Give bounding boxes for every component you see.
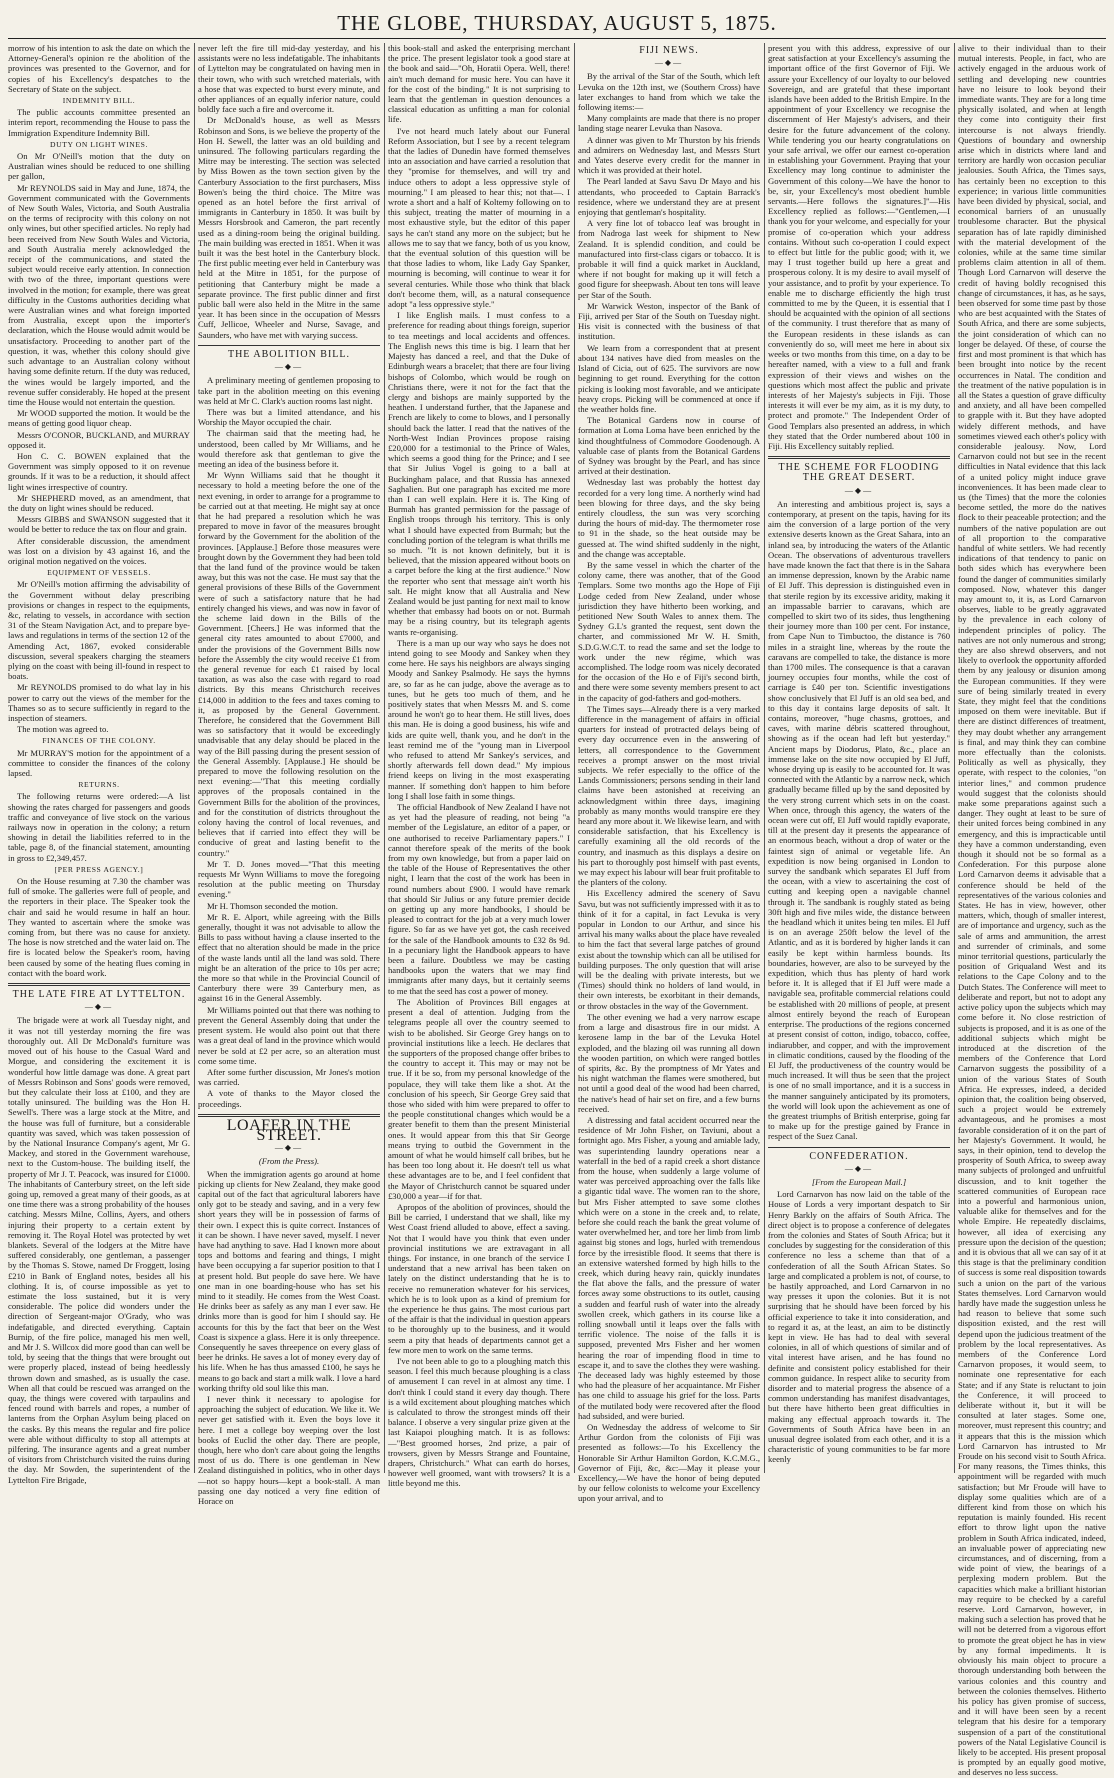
headline-ornament: —◆— (844, 1163, 874, 1173)
paragraph: The public accounts committee presented an interim report, recommending the House to pass the Immigration Expenditure Indemnity Bill. (8, 107, 190, 138)
column-4 (578, 43, 760, 1504)
headline-fiji-news: FIJI NEWS. (639, 45, 699, 56)
paragraph: I never think it necessary to apologise for approaching the subject of education. We like it. We never get satisfied with it. Even the boys love it here. I met a college boy weeping over the lost books of Euclid the other day. There are people, though, here who don't care about going the lengths most of us do. There is one gentleman in New Zealand distinguished in politics, who in other days—not so happy hours—kept a book-stall. A man passing one day noticed a very fine edition of Horace on (198, 1394, 380, 1507)
paragraph: Apropos of the abolition of provinces, should the Bill be carried, I understand that we shall, like my West Coast friend alluded to above, effect a saving. Not that I would have you think that even under provincial institutions we are extravagant in all things. For instance, in one branch of the service I understand that a new arrival has been taken on lately on the distinct understanding that he is to receive no remuneration whatever for his services, which he is to look upon as a kind of premium for the experience he thus gains. The most curious part of the affair is that the individual in question appears to be thoroughly up to the business, and it would seem a pity that heads of departments cannot get a few more men to work on the same terms. (388, 1201, 570, 1355)
paragraph: By the same vessel in which the charter of the colony came, there was another, that of the Good Templars. Some two months ago the Hope of Fiji Lodge ceded from New Zealand, under whose jurisdiction they have hitherto been working, and petitioned New South Wales to annex them. The Sydney G.L's granted the request, sent down the charter, and commissioned Mr W. H. Smith, S.D.G.W.C.T. to read the same and set the lodge to work under the new régime, which was accomplished. The lodge room was nicely decorated for the occasion of the Ho e of Fiji's second birth, and there were some seventy members present to act in the capacity of god-fathers and god-mothers. (578, 559, 760, 703)
paragraph: On Mr O'Neill's motion that the duty on Australian wines should be reduced to one shilling per gallon, (8, 151, 190, 182)
paragraph: morrow of his intention to ask the date on which the Attorney-General's opinion re the abolition of the provinces was presented to the Governor, and for copies of his Excellency's despatches to the Secretary of State on the subject. (8, 43, 190, 94)
paragraph: The following returns were ordered:—A list showing the rates charged for passengers and goods traffic and conveyance of live stock on the various railways now in operation in the colony; a return showing in detail the liabilities referred to in the table, page 8, of the financial statement, amounting in gross to £2,349,457. (8, 791, 190, 863)
paragraph: I've not heard much lately about our Funeral Reform Association, but I see by a recent telegram that the ladies of Dunedin have formed themselves into an association and have carried a resolution that they "promise for themselves, and will try and induce others to adopt a less oppressive style of mourning." I am pleased to hear this; not that—. I wrote a short and a half of Koltemy following on to this subject, treating the matter of mourning in a most exhaustive style, but the editor of this paper says he can't stand any more on the subject; but he allows me to say that we fancy, both of us you know, that the eventual solution of this question will be that those ladies to whom, like Lady Gay Spanker, mourning is becoming, will continue to wear it for several centuries. While those who think that black don't become them, will, as a natural consequence adopt "a less oppressive style." (388, 125, 570, 310)
paragraph: A dinner was given to Mr Thurston by his friends and admirers on Wednesday last, and Messrs Sturt and Yates deserve every credit for the manner in which it was provided at their hotel. (578, 134, 760, 176)
paragraph: His Excellency admired the scenery of Savu Savu, but was not sufficiently impressed with it as to think of it for a capital, in fact Levuka is very popular in London to our Arthur, and since his arrival his many walks about the place have revealed to him the fact that several large patches of ground exist about the township which can all be utilised for building purposes. The only question that will arise will be the dealing with private interests, but we (Times) should think no holders of land would, in their own interests, be exorbitant in their demands, or throw obstacles in the way of the Government. (578, 888, 760, 1011)
paragraph: Mr WOOD supported the motion. It would be the means of getting good liquor cheap. (8, 408, 190, 429)
paragraph: Mr Williams pointed out that there was nothing to prevent the General Assembly doing that under the present system. He would also point out that there was a great deal of land in the province which would never be sold at £2 per acre, so an alteration must come some time. (198, 1004, 380, 1066)
paragraph: A vote of thanks to the Mayor closed the proceedings. (198, 1088, 380, 1109)
headline-ornament: —◆— (274, 1143, 304, 1153)
paragraph: Mr O'Neill's motion affirming the advisability of the Government without delay prescribing provisions or changes in respect to the equipments, &c, relating to vessels, in accordance with section 31 of the Steam Navigation Act, and to prepare bye-laws and regulations in terms of the section 12 of the Amending Act, 1867, evoked considerable discussion, several speakers charging the steamers plying on the coast with being ill-found in respect to boats. (8, 579, 190, 682)
paragraph: There was but a limited attendance, and his Worship the Mayor occupied the chair. (198, 406, 380, 428)
columns (8, 43, 1106, 1778)
paragraph: The Botanical Gardens now in course of formation at Loma Loma have been enriched by the kind thoughtfulness of Commodore Goodenough. A valuable case of plants from the Botanical Gardens of Sydney was brought by the Pearl, and has since arrived at their destination. (578, 415, 760, 477)
paragraph: On the House resuming at 7.30 the chamber was full of smoke. The galleries were full of people, and the reporters in their place. The Speaker took the chair and said he would resume in half an hour. They wanted to ascertain where the smoke was coming from, but there was no cause for anxiety. The hose is now stretched and the water laid on. The fire is located below the Speaker's room, having been caused by some of the heating flues coming in contact with the board work. (8, 876, 190, 978)
paragraph: The motion was agreed to. (17, 724, 109, 735)
paragraph: I've not been able to go to a ploughing match this season. I feel this much because ploughing is a class of amusement I can revel in at almost any time. I don't think I could stand it every day though. There is a wild excitement about ploughing matches which is calculated to throw the strongest minds off their balance. I observe a very singular prize given at the last Kaiapoi ploughing match. It is as follows:—"Best groomed horses, 2nd prize, a pair of trowsers, given by Messrs Strange and Fountaine, drapers, Christchurch." What can earth do horses, however well groomed, want with trowsers? It is a little beyond me this. (388, 1356, 570, 1489)
section-divider (198, 345, 380, 346)
paragraph: By the arrival of the Star of the South, which left Levuka on the 12th inst, we (Southern Cross) have later exchanges to hand from which we take the following items:— (578, 71, 760, 113)
paragraph: Mr R. E. Alport, while agreeing with the Bills generally, thought it was not advisable to allow the Bills to pass without having a clause inserted to the effect that no alteration should be made in the price of the waste lands until all the land was sold. There might be an alteration of the price to 10s per acre; the more so that while in the Provincial Council of Canterbury there were 39 Canterbury men, as against 16 in the General Assembly. (198, 911, 380, 1004)
subheading-returns: RETURNS. (78, 780, 120, 790)
column-5 (768, 43, 950, 1473)
section-divider (768, 456, 950, 459)
paragraph: A very fine lot of tobacco leaf was brought in from Nadroga last week for shipment to New Zealand. It is splendid condition, and could be manufactured into first-class cigars or tobacco. It is probable it will find a quick market in Auckland, where if not bought for making up it will fetch a good figure for sheepwash. About ten tons will leave per Star of the South. (578, 218, 760, 300)
paragraph: On Wednesday the address of welcome to Sir Arthur Gordon from the colonists of Fiji was presented as follows:—To his Excellency the Honorable Sir Arthur Hamilton Gordon, K.C.M.G., Governor of Fiji, &c, &c:—May it please your Excellency,—We have the honor of being deputed by our fellow colonists to welcome your Excellency upon your arrival, and to (578, 1422, 760, 1504)
column-rule (384, 43, 385, 1473)
headline-abolition-bill: THE ABOLITION BILL. (227, 348, 351, 360)
source-credit: [From the European Mail.] (811, 1176, 907, 1187)
paragraph: The official Handbook of New Zealand I have not as yet had the pleasure of reading, not being "a member of the Legislature, an editor of a paper, or one authorised to receive Parliamentary papers." I cannot therefore speak of the merits of the book from my own knowledge, but from a paper laid on the table of the House of Representatives the other night, I learn that the cost of the work has been in round numbers about £900. I would have remark that should Sir Julius or any future premier decide on getting up any more handbooks, I should be pleased to contract for the job at a very much lower figure. So far as we have yet got, the cash received for the sale of the Handbook amounts to £32 8s 9d. In a pecuniary light the Handbook appears to have been a failure. Doubtless we may be casting handbooks upon the waters that we may find immigrants after many days, but it certainly seems to me that the seed has cost a power of money. (388, 802, 570, 996)
headline-ornament: —◆— (274, 362, 304, 372)
headline-ornament: —◆— (844, 485, 874, 495)
headline-loafer-in-the-street: LOAFER IN THE STREET. (226, 1116, 352, 1144)
paragraph: The Times says—Already there is a very marked difference in the management of affairs in official quarters for instead of protracted delays being of every day occurrence even in the answering of letters, all correspondence to the Government receives a prompt answer on the most trivial subjects. We refer especially to the office of the Lands Commissioners; persons sending in their land claims have been astonished at receiving an acknowledgment within three days, imagining probably as many months would transpire ere they heard any more about it. We likewise learn, and with considerable satisfaction, that his Excellency is carefully examining all the old records of the country, and inasmuch as this displays a desire on his part to thoroughly post himself with past events, we may expect his labour will bear fruit profitable to the planters of the colony. (578, 703, 760, 888)
paragraph: Many complaints are made that there is no proper landing stage nearer Levuka than Nasova. (578, 113, 760, 134)
column-1 (8, 43, 190, 1485)
subheading-finances: FINANCES OF THE COLONY. (42, 736, 156, 746)
paragraph: I like English mails. I must confess to a preference for reading about things foreign, superior to tea meetings and local accidents and offences. The English news this time is big. I learn that her Majesty has danced a reel, and that the Duke of Edinburgh wears a bracelet; that there are four living bishops of Colombo, which would be rough on Christians there, were it not for the fact that the clergy and bishops are mainly supported by the heathen. I understand further, that the Japanese and French are likely to come to blows, and I personally should back the latter. I read that the natives of the North-West Indian Provinces propose raising £20,000 for a testimonial to the Prince of Wales, which seems a good thing for the Prince; and I see that Sir Julius Vogel is going to a ball at Buckingham palace, and that Russia has annexed Saghalien. But one paragraph has excited me more than I can well explain. Here it is. The King of Burmah has granted permission for the passage of English troops through his territory. This is only what I should have expected from Burmah; but the concluding portion of the telegram is what thrills me so much. "It is not known definitely, but it is believed, that the mission appeared without boots on a carpet before the king at the first audience." Now the reporter who sent that message ain't worth his salt. He might know that all Australia and New Zealand would be just panting for next mail to know whether that embassy had boots on or not. Burmah may be a rising country, but its telegraph agents wants re-organising. (388, 310, 570, 637)
paragraph: After considerable discussion, the amendment was lost on a division by 43 against 16, and the original motion negatived on the voices. (8, 535, 190, 566)
paragraph: A preliminary meeting of gentlemen proposing to take part in the abolition meeting on this evening was held at Mr C. Clark's auction rooms last night. (198, 375, 380, 406)
subheading-duty-on-light-wines: DUTY ON LIGHT WINES. (50, 139, 148, 149)
headline-late-fire: THE LATE FIRE AT LYTTELTON. (12, 989, 186, 1001)
section-divider (768, 1147, 950, 1148)
paragraph: A distressing and fatal accident occurred near the residence of Mr John Fisher, on Taviuni, about a fortnight ago. Mrs Fisher, a young and amiable lady, was superintending laundry operations near a waterfall in the bed of a rapid creek a short distance from the house, when suddenly a large volume of water was perceived approaching over the falls like a gigantic tidal wave. The women ran to the shore, but Mrs Fisher attempted to save some clothes which were on a stone in the creek and, to relate, before she could reach the bank the great volume of water overwhelmed her, and tore her limb from limb against big stones and logs, hurled with tremendous force by the irresistible flood. It seems that there is an extensive watershed formed by high hills to the creek, which during heavy rain, quickly inundates the flat above the falls, and the pressure of water forces away some obstructions to its outlet, causing a sudden and fearful rush of water into the already swollen creek, which gathers in its course like a rolling snowball until it leaps over the falls with terrific violence. The noise of the falls it is supposed, prevented Mrs Fisher and her women hearing the roar of impending flood in time to escape it, and to save the clothes they were washing. The deceased lady was highly esteemed by those who had the pleasure of her acquaintance. Mr Fisher has one child to assuage his grief for the loss. Parts of the mutilated body were recovered after the flood had subsided, and were buried. (578, 1114, 760, 1421)
headline-ornament: —◆— (84, 1002, 114, 1012)
column-rule (954, 43, 955, 1473)
paragraph: present you with this address, expressive of our great satisfaction at your Excellency's assuming the important office of the first Governor of Fiji. We assure your Excellency of our loyalty to our beloved Sovereign, and are grateful that these important islands have been added to the British Empire. In the appointment of your Excellency we recognise the discernment of Her Majesty's advisers, and their desire for the future advancement of the colony. While tendering you our hearty congratulations on your safe arrival, we offer our earnest co-operation in establishing your Government. Praying that your Excellency may long continue to administer the Government of this colony—We have the honor to be, sir, your Excellency's most obedient humble servants.—Here follows the signatures.]"—His Excellency replied as follows:—"Gentlemen,—I thank you for your welcome, and especially for your promise of co-operation which your address contains. Without such co-operation I could expect to effect but little for the public good; with it, we may I trust together build up here a great and prosperous colony. It is my desire to avail myself of your assistance, and to profit by your experience. To enable me to discharge efficiently the high trust committed to me by the Queen, it is essential that I should be acquainted with the opinion of all sections of the community. I trust therefore that as many of the European residents in these islands as can conveniently do so, will meet me here in about six weeks or two months from this time, on a day to be hereafter named, with a view to a full and frank expression of their views and wishes on the questions which most affect the public and private interests of her Majesty's subjects in Fiji. Those interests it will ever be my aim, as it is my duty, to protect and promote." The Independent Order of Good Templars also presented an address, in which they stated that the Order numbered about 100 in Fiji. His Excellency suitably replied. (768, 43, 950, 451)
column-6 (958, 43, 1106, 1778)
paragraph: Lord Carnarvon has now laid on the table of the House of Lords a very important despatch to Sir Henry Barkly on the affairs of South Africa. The direct object is to propose a conference of delegates from the colonies and States of South Africa; but it concludes by suggesting for the consideration of this conference no less a scheme than that of a confederation of all the South African States. So large and complicated a problem is not, of course, to be hastily approached, and Lord Carnarvon in no way presses it upon the colonies. But it is not surprising that he should have been forced by his official experience to take it into consideration, and to regard it as, at the least, an aim to be distinctly kept in view. He has had to deal with several colonies, in all of which questions of similar and of vital interest have arisen, and he has found no definite and consistent policy established for their common guidance. In respect alike to security from disorder and to material progress the absence of a common understanding has manifest disadvantages, but there have hitherto been great difficulties in making any effectual approach towards it. The Governments of South Africa have been in an unusual degree isolated from each other, and it is a characteristic of young communities to be far more keenly (768, 1189, 950, 1465)
column-rule (194, 43, 195, 1473)
paragraph: Mr Wynn Williams said that he thought it necessary to hold a meeting before the one of the next evening, in order to arrange for a programme to be carried out at that meeting. He might say at once that he had prepared a resolution which he was prepared to move in favor of the measures brought forward by the Government for the abolition of the provinces. [Applause.] Before those measures were brought down by the Government they had been told that the land fund of the province would be taken away, but this was not the case. He must say that the general provisions of these Bills of the Government were of such a satisfactory nature that he had entirely changed his views, and was now in favor of the scheme laid down in the Bills of the Government. [Cheers.] He was informed that the general city rates amounted to about £7000, and under the provisions of the Government Bills now before the Assembly the city would receive £1 from the general revenue for each £1 raised by local taxation, as was also the case with regard to road districts. By this means Christchurch receives £14,000 in addition to the fees and taxes coming to it, as proposed by the General Government. Therefore, he considered that the Government Bill was so satisfactory that it would be exceedingly unadvisable that any delay should be placed in the way of the Bill passing during the present session of the General Assembly. [Applause.] He should be prepared to move the following resolution on the next evening:—"That this meeting cordially approves of the proposals contained in the Government Bills for the abolition of the provinces, and for the constitution of districts throughout the colony having the control of local revenues, and believes that if carried into effect they will be conducive of great and lasting benefit to the country." (198, 470, 380, 858)
paragraph: After some further discussion, Mr Jones's motion was carried. (198, 1066, 380, 1088)
paragraph: Wednesday last was probably the hottest day recorded for a very long time. A northerly wind had been blowing for three days, and the sky being entirely cloudless, the sun was very scorching during the hours of mid-day. The thermometer rose to 91 in the shade, so the heat outside may be guessed at. The wind shifted suddenly in the night, and the change was acceptable. (578, 477, 760, 559)
source-credit: (From the Press). (258, 1156, 320, 1167)
paragraph: The other evening we had a very narrow escape from a large and disastrous fire in our midst. A kerosene lamp in the bar of the Levuka Hotel exploded, and the blazing oil was running all down the wooden partition, on which were ranged bottles of spirits, &c. By the promptness of Mr Yates and his night watchman the flames were smothered, but not until a good deal of the wood had been charred, the native's head of hair set on fire, and a few burns received. (578, 1011, 760, 1114)
paragraph: never left the fire till mid-day yesterday, and his assistants were no less indefatigable. The inhabitants of Lyttelton may be congratulated on having men in their town, who with such wretched materials, with a hose that was expected to burst every minute, and other appliances of an equally inferior nature, could boldly face such a fire and overcome it. (198, 43, 380, 115)
paragraph: alive to their individual than to their mutual interests. People, in fact, who are actively engaged in the arduous work of settling and developing new countries have no leisure to look beyond their immediate wants. They are for a long time physically isolated, and when at length they come into contiguity their first intercourse is not always friendly. Questions of boundary and ownership arise which in districts where land and territory are hardly won occasion peculiar jealousies. South Africa, the Times says, has certainly been no exception to this experience; in various little communities have been divided by physical, social, and economical barriers of an unusually troublesome character. But the physical separation has of late rapidly diminished with the material development of the colonies, while at the same time similar problems claim attention in all of them. Though Lord Carnarvon will deserve the credit of having boldly recognised this change of circumstances, it has, as he says, been observed for some time past by those who are best acquainted with the States of South Africa, and there are some subjects, the joint consideration of which can no longer be delayed. Of these, of course the first and most prominent is that which has been brought into notice by the recent occurrences in Natal. The condition and the treatment of the native population is in all the States a question of grave difficulty and anxiety, and all have been compelled to grapple with it. But they have adopted widely different methods, and have sometimes viewed each other's policy with considerable jealousy. Now, Lord Carnarvon could not but see in the recent difficulties in Natal evidence that this lack of a united policy might induce grave inconveniences. It has been made clear to us (the Times) that the more the colonies become settled, the more do the natives flock to their peaceable protection; and the numbers of the native population are out of all proportion to the comparative handful of white settlers. We had recently indications of that tendency to panic on both sides which has everywhere been found the danger of communities similarly composed. Now, whatever this danger may amount to, it is, as Lord Carnarvon observes, liable to be greatly aggravated by the prevalence in each colony of independent principles of policy. The natives are not only numerous and strong; they are also shrewd observers, and not likely to overlook the opportunity afforded them by any jealousy or disunion among the European communities. If they were sure of being similarly treated in every State, they might feel that the conditions imposed on them were inevitable. But if there are distinct differences of treatment, they may doubt whether any arrangement is final, and may think they can combine more effectually than the colonists. Politically as well as physically, they operate, with respect to the colonies, "on interior lines," and common prudence would suggest that the colonists should make some preparations against such a danger. They ought at least to be sure of their united forces being combined in any emergency, and this is impracticable until they have a common understanding, even though it should not be so formal as a Confederation. For this purpose alone Lord Carnarvon deems it advisable that a conference should be held of the representatives of the various colonies and States. He has in view, however, other matters, which, though of smaller interest, are of importance and urgency, such as the sale of arms and ammunition, the arrest and surrender of criminals, and some minor territorial questions, particularly the position of Griqualand West and its relations to the Cape Colony and to the Dutch States. The Conference will meet to deliberate and report, but not to adopt any active policy upon the subjects which may come before it. No close restriction of subjects is proposed, and it is as one of the additional subjects which might be introduced at the discretion of the members of the Conference that Lord Carnarvon suggests the possibility of a union of the various States of South Africa. He expresses, indeed, a decided opinion that, the coalition being observed, such a project would be extremely advantageous, and he promises a most favorable consideration of it on the part of her Majesty's Government. It would, he says, in their opinion, tend to develop the prosperity of South Africa, to sweep away many subjects of prolonged and unfruitful discussion, and to knit together the scattered communities of European race into a powerful and harmonious union, valuable alike for themselves and for the whole Empire. He repeatedly disclaims, however, all idea of exercising any pressure upon the decision of the question; and it is obvious that all we can say of it at this stage is that the preliminary condition of success is some real disposition towards such a union on the part of the various States themselves. Lord Carnarvon would hardly have made the suggestion unless he had reason to believe that some such disposition existed, and the rest will depend upon the judicious treatment of the problem by the local representatives. As members of the Conference Lord Carnarvon proposes, it would seem, to nominate one representative for each State; and if any State is reluctant to join the Conference, it will proceed to deliberate without it, but it will be consulted at later stages. Some one, moreover, must represent this country; and it appears that this is the mission which Lord Carnarvon has intrusted to Mr Froude on his second visit to South Africa. For many reasons, the Times thinks, this appointment will be regarded with much satisfaction; but Mr Froude will have to display some qualities which are of a different kind from those on which his reputation is mainly founded. His recent effort to throw light upon the native problem in South Africa indicated, indeed, an invaluable power of appreciating new circumstances, and of discerning, from a wide point of view, the bearings of a perplexing modern problem. But the capacities which make a brilliant historian may require to be checked by a careful reserve. Lord Carnarvon, however, in making such a selection has proved that he will not be deterred from a vigorous effort to promote the great object he has in view by any formal impediments. It is obviously his main object to procure a thorough understanding both between the various colonies and this country and between the colonies themselves. Hitherto his policy has given promise of success, and it will have been seen by a recent telegram that his desire for a temporary suspension of a part of the constitutional powers of the Natal Legislative Council is likely to be accepted. His present proposal is prompted by an equally good motive, and deserves no less success. (958, 43, 1106, 1778)
paragraph: The brigade were at work all Tuesday night, and it was not till yesterday morning the fire was thoroughly out. All Dr McDonald's furniture was moved out of his house to the Casual Ward and Morgue, and considering the excitement it is wonderful how little damage was done. A great part of Messrs Robinson and Sons' goods were removed, but they calculate their loss at £100, and they are totally uninsured. The building was the Hon H. Sewell's. There was a large stock at the Mitre, and the house was full of furniture, but a considerable quantity was saved, which was taken possession of by the National Insurance Company's agent, Mr G. Mackey, and stored in the Government warehouse, next to the Custom-house. The building itself, the property of Mr J. T. Peacock, was insured for £1000. The inhabitants of Canterbury street, on the left side going up, removed a great many of their goods, as at one time there was a strong probability of the houses catching. Messrs Milne, Collins, Ayers, and others injuring their property to a certain extent by removing it. The Royal Hotel was protected by wet blankets. Several of the lodgers at the Mitre have suffered considerably, one gentleman, a passenger by the Thomas S. Stowe, named Dr Froggett, losing £210 in Bank of England notes, besides all his clothing. It is, of course impossible as yet to estimate the loss sustained, but it is very considerable. The police did wonders under the direction of Sergeant-major O'Grady, who was indefatigable, and directed everything. Captain Burnip, of the fire police, managed his men well, and Mr J. S. Willcox did more good than can well be told, by seeing that the things that were brought out were properly placed, instead of being heedlessly thrown down and smashed, as is usually the case. When all that could be rescued was arranged on the quay, the things were covered with tarpaulins and fenced round with barrels and ropes, a number of lanterns from the Orphan Asylum being placed on the casks. By this means the regular and fire police were able without difficulty to stop all attempts at pilfering. The insurance agents and a great number of visitors from Christchurch visited the ruins during the day. Mr Sowden, the superintendent of the Lyttelton Fire Brigade, (8, 1015, 190, 1485)
column-rule (764, 43, 765, 1473)
paragraph: Mr REYNOLDS promised to do what lay in his power to carry out the views of the member for the Thames so as to secure sufficiently in regard to the inspection of steamers. (8, 682, 190, 723)
paragraph: Mr MURRAY'S motion for the appointment of a committee to consider the finances of the colony lapsed. (8, 747, 190, 779)
paragraph: Dr McDonald's house, as well as Messrs Robinson and Sons, is we believe the property of the Hon H. Sewell, the latter was an old building and uninsured. The following particulars regarding the Mitre may be interesting. The section was selected by Miss Bowen as the town section given by the Canterbury Association to the first purchasers, Miss Bowen's being the third choice. The Mitre was opened as an hotel before the first arrival of immigrants in Canterbury in 1850. It was built by Messrs Horsbrook and Cameron, the part recently used as a dining-room being the original building. The main building was erected in 1851. When it was built it was the best hotel in the Canterbury block. The first public meeting ever held in Canterbury was held at the Mitre in 1851, for the purpose of petitioning that Canterbury might be made a separate province. The first public dinner and first public ball were also held in the Mitre in the same year. It has been since in the occupation of Messrs Cuff, Jellicoe, Wheeler and Nurse, Savage, and Saunders, who have met with varying success. (198, 115, 380, 340)
masthead: THE GLOBE, THURSDAY, AUGUST 5, 1875. (8, 8, 1106, 39)
paragraph: Messrs GIBBS and SWANSON suggested that it would be better to reduce the tax on flour and grain. (8, 514, 190, 535)
paragraph: Mr REYNOLDS said in May and June, 1874, the Government communicated with the Governments of New South Wales, Victoria, and South Australia on the terms of reciprocity with this colony on not only wines, but other specified articles. No reply had been received from New South Wales and Victoria, and South Australia merely acknowledged the receipt of the communications, and stated the subject would receive early attention. In connection with two of the three, important questions were involved in the motion; for example, there was great difficulty in the Customs authorities deciding what were Australian wines and what foreign imported from Australia, except upon the importer's declaration, which the House would admit would be unsatisfactory. Proceeding to another part of the question, it was, whether this colony should give such advantage to an Australian colony without having some definite return. If the duty was reduced, the wines would be largely imported, and the revenue suffer considerably. He hoped at the present time the House would not entertain the question. (8, 182, 190, 407)
subheading-equipment-of-vessels: EQUIPMENT OF VESSELS. (47, 568, 151, 578)
column-2 (198, 43, 380, 1507)
headline-flooding-great-desert: THE SCHEME FOR FLOODING THE GREAT DESERT. (778, 462, 940, 484)
subheading-press-agency: [PER PRESS AGENCY.] (54, 864, 144, 874)
headline-ornament: —◆— (654, 58, 684, 68)
paragraph: When the immigration agents go around at home picking up clients for New Zealand, they make good capital out of the fact that agricultural laborers have only got to be steady and saving, and in a very few short years they will be in possession of farms of their own. I expect this is quite correct. Instances of it can be shown. I have never saved, myself. I never have had anything to save. Had I known more about tops and bottoms and fearing and things, I might have been occupying a far superior position to that I at present hold. But people do save here. We have one man in one boarding-house who has set his mind to it steadily. He comes from the West Coast. He drinks beer as safely as any man I ever saw. He drinks more than is good for him I should say. He accounts for this by the fact that beer on the West Coast is sixpence a glass. Here it is only threepence. Consequently he saves threepence on every glass of beer he drinks. He saves a lot of money every day of his life. When he has thus amassed £100, he says he means to go back and start a milk walk. I love a hard working thrifty old soul like this man. (198, 1168, 380, 1393)
paragraph: Hon C. C. BOWEN explained that the Government was simply opposed to it on revenue grounds. If it was to be a reduction, it should affect light wines irrespective of country. (8, 450, 190, 492)
subheading-indemnity-bill: INDEMNITY BILL. (62, 96, 136, 106)
paragraph: The chairman said that the meeting had, he understood, been called by Mr Williams, and he would therefore ask that gentleman to give the meeting an idea of the business before it. (198, 428, 380, 469)
paragraph: The Pearl landed at Savu Savu Dr Mayo and his attendants, who proceeded to Captain Barrack's residence, where we understand they are at present enjoying that gentleman's hospitality. (578, 176, 760, 218)
paragraph: The Abolition of Provinces Bill engages at present a deal of attention. Judging from the telegrams people all over the country seemed to wish to be abolished. Sir George Grey hangs on to provincial institutions like a leech. He declares that the supporters of the proposed change offer bribes to the country to accept it. This may or may not be true. If it be so, from my personal knowledge of the populace, they will take them like a shot. At the conclusion of his speech, Sir George Grey said that those who sided with him were prepared to offer to the people constitutional changes which would be a greater benefit to them than the present Ministerial ones. It would appear from this that Sir George means trying to outbid the Government in the amount of what he would himself call bribes, but he has been too long about it. He doesn't tell us what these advantages are to be, and I feel confident that the Mayor of Christchurch cannot be squared under £30,000 a year—if for that. (388, 996, 570, 1201)
paragraph: An interesting and ambitious project is, says a contemporary, at present on the tapis, having for its aim the conversion of a large portion of the very extensive deserts known as the Great Sahara, into an inland sea, by introducing the waters of the Atlantic Ocean. The observations of adventurous travellers have made known the fact that there is in the Sahara an immense depression, known by the Arabic name of El Juff. This depression is distinguished even in that sterile region by its excessive aridity, making it an impassable barrier to caravans, which are compelled to skirt two of its sides, thus lengthening their journey more than 100 per cent. For instance, from Cape Nun to Timbuctoo, the distance is 760 miles in a straight line, whereas by the route the caravans are compelled to take, the distance is more than 1700 miles. The consequence is that a caravan journey occupies four months, while the cost of carriage is £40 per ton. Scientific investigations show conclusively that El Juff is an old sea bed, and to this day it contains large deposits of salt. It contains, moreover, "huge chasms, grottoes, and caves, with marine débris scattered throughout, showing as if the ocean had left but yesterday." Ancient maps by Diodorus, Plato, &c., place an immense lake on the site now occupied by El Juff, whose drying up is easily to be accounted for. It was connected with the Atlantic by a narrow neck, which gradually became filled up by the sand deposited by the very strong current which sets in on the coast. When once, through this agency, the waters of the ocean were cut off, El Juff would rapidly evaporate, till at the present day it presents the appearance of an enormous beach, without a drop of water or the faintest sign of animal or vegetable life. An expedition is now being organised in London to survey the sandbank which separates El Juff from the ocean, with a view to ascertaining the cost of cutting and keeping open a navigable channel through it. The sandbank is roughly stated as being 30ft high and five miles wide, the distance between the headland which it unites being ten miles. El Juff is on an average 250ft below the level of the Atlantic, and as it is bordered by higher lands it can easily be kept within harmless bounds. Its boundaries, however, are also to be surveyed by the expedition, which thus has plenty of hard work before it. It is alleged that if El Juff were made a navigable sea, profitable commercial relations could be established with 20 millions of people, at present almost entirely beyond the reach of European enterprise. The productions of the regions concerned at present consist of cotton, indigo, tobacco, coffee, indiarubber, and copper, and with the improvement in climatic conditions, caused by the flooding of the El Juff, the productiveness of the country would be much increased. It will thus be seen that the project is one of no small importance, and it is a success in the manner sanguinely anticipated by its promoters, the world will look upon the achievement as one of the greatest triumphs of British enterprise, going far to make up for the prestige gained by France in respect of the Suez Canal. (768, 498, 950, 1142)
paragraph: Mr Warwick Weston, inspector of the Bank of Fiji, arrived per Star of the South on Tuesday night. His visit is connected with the business of that institution. (578, 300, 760, 342)
paragraph: There is a man up our way who says he does not intend going to see Moody and Sankey when they come here. He says his neighbors are always singing Moody and Sankey Psalmody. He says the hymns are, so far as he can judge, above the average as to tunes, but he gets too much of them, and he positively states that when Messrs M. and S. come around he won't go to hear them. He still lives, does this man. He is doing a good business, his wife and kids are quite well, thank you, and he don't in the least remind me of the "young man in Liverpool who refused to attend Mr Sankey's services, and shortly afterwards fell down dead." My impious friend keeps on living in the most exasperating manner. If something don't happen to him before long I shall lose faith in some things. (388, 637, 570, 801)
paragraph: Mr T. D. Jones moved—"That this meeting requests Mr Wynn Williams to move the foregoing resolution at the public meeting on Thursday evening." (198, 858, 380, 900)
paragraph: this book-stall and asked the enterprising merchant the price. The present legislator took a good stare at the book and said—"Oh, Horatii Opera. Well, there! ain't much demand for music here. You can have it for the cost of the binding." It is not surprising to learn that the gentleman in question denounces a classical education as unfitting a man for colonial life. (388, 43, 570, 125)
headline-confederation: CONFEDERATION. (809, 1150, 909, 1162)
section-divider (8, 983, 190, 986)
paragraph: Messrs O'CONOR, BUCKLAND, and MURRAY opposed it. (8, 429, 190, 450)
column-3 (388, 43, 570, 1489)
paragraph: Mr SHEPHERD moved, as an amendment, that the duty on light wines should be reduced. (8, 492, 190, 513)
paragraph: We learn from a correspondent that at present about 134 natives have died from measles on the Island of Cicia, out of 625. The survivors are now beginning to get round. Everything for the cotton picking is looking most favorable, and we anticipate heavy crops. Picking will be commenced at once if the weather holds fine. (578, 342, 760, 414)
column-rule (574, 43, 575, 1473)
paragraph: Mr H. Thomson seconded the motion. (207, 900, 338, 911)
